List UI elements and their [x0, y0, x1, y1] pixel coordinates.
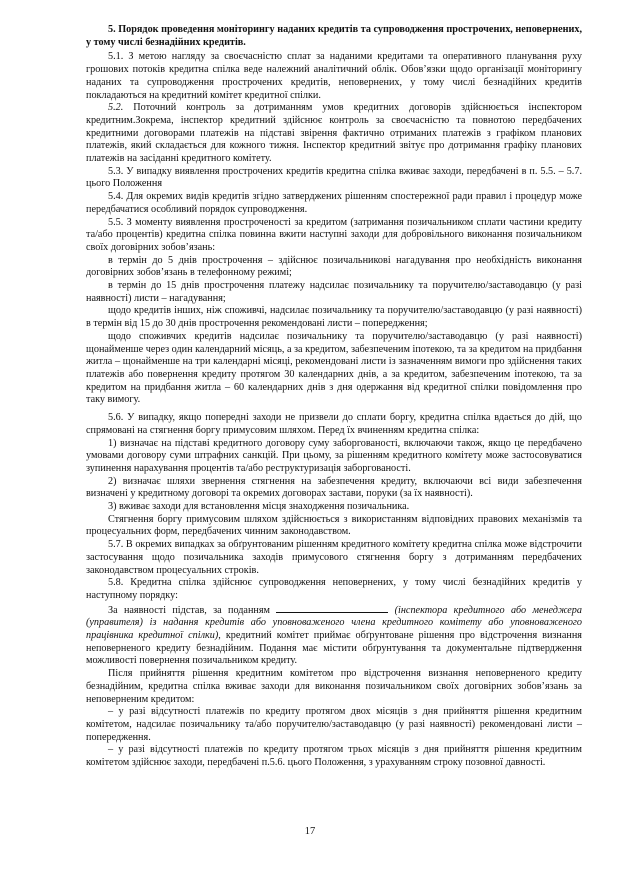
page-number: 17	[304, 826, 316, 837]
paragraph-5-6-item-2: 2) визначає шляхи звернення стягнення на забезпечення кредиту, включаючи всі види забезпечення визначені у кредитному договорі та окремих договорах застави, поруки (за їх наявності).	[86, 475, 582, 500]
paragraph-5-4: 5.4. Для окремих видів кредитів згідно затверджених рішенням спостережної ради правил і процедур може передбачатися особливий порядок супроводження.	[86, 191, 582, 215]
paragraph-5-8-after-decision: Після прийняття рішення кредитним комітетом про відстрочення визнання неповерненого кредиту безнадійним, кредитна спілка вживає заходи для виконання позичальником своїх договірних зобов’язань за неповерненим кредитом:	[86, 668, 582, 705]
paragraph-5-8-two-months: – у разі відсутності платежів по кредиту протягом двох місяців з дня прийняття рішення кредитним комітетом, надсилає позичальнику та/або поручителю/заставодавцю (у разі наявності) рекомендовані листи – попередження.	[86, 706, 582, 743]
paragraph-5-8-three-months: – у разі відсутності платежів по кредиту протягом трьох місяців з дня прийняття рішення кредитним комітетом здійснює заходи, передбачені п.5.6. цього Положення, з урахуванням строку позовної давності.	[86, 744, 582, 769]
submission-lead: За наявності підстав, за поданням	[108, 604, 277, 616]
paragraph-5-6-item-1: 1) визначає на підставі кредитного договору суму заборгованості, включаючи також, якщо це передбачено умовами договору суми штрафних санкцій. При цьому, за рішенням кредитного комітету може застосовуватися зупинення нарахування процентів та/або реструктуризація заборгованості.	[86, 437, 582, 474]
paragraph-5-6: 5.6. У випадку, якщо попередні заходи не призвели до сплати боргу, кредитна спілка вдається до дій, що спрямовані на стягнення боргу примусовим шляхом. Перед їх вчиненням кредитна спілка:	[86, 412, 582, 436]
paragraph-5-2-number: 5.2.	[108, 102, 124, 114]
blank-fill-line	[276, 603, 388, 613]
section-heading: 5. Порядок проведення моніторингу наданих кредитів та супроводження прострочених, неповернених, у тому числі безнадійних кредитів.	[86, 24, 582, 48]
paragraph-5-1: 5.1. З метою нагляду за своєчасністю сплат за наданими кредитами та оперативного планування руху грошових потоків кредитна спілка веде належний аналітичний облік. Обов’язки щодо організації моніторингу наданих та супроводження прострочених кредитів, неповернених, у тому числі безнадійних кредитів покладаються на кредитний комітет кредитної спілки.	[86, 51, 582, 101]
paragraph-5-5-item-b: в термін до 15 днів прострочення платежу надсилає позичальнику та поручителю/заставодавцю (у разі наявності) листи – нагадування;	[86, 280, 582, 304]
paragraph-5-2-text: Поточний контроль за дотриманням умов кредитних договорів здійснюється інспектором кредитним.Зокрема, інспектор кредитний здійснює контроль за своєчасністю та повнотою передбачених кредитними договорами платежів на підставі звірення фактично отриманих платежів з графіком планових платежів, який складається для кожного тижня. Інспектор кредитний звітує про дотримання графіку планових платежів на засіданні кредитного комітету.	[86, 102, 582, 165]
paragraph-5-2	[86, 102, 582, 166]
paragraph-5-5: 5.5. З моменту виявлення простроченості за кредитом (затримання позичальником сплати частини кредиту та/або процентів) кредитна спілка повинна вжити наступні заходи для добровільного виконання позичальником своїх договірних зобов’язань:	[86, 216, 582, 253]
paragraph-5-8-submission	[86, 603, 582, 669]
paragraph-5-5-item-d: щодо споживчих кредитів надсилає позичальнику та поручителю/заставодавцю (у разі наявності) щонайменше через один календарний місяць, а за кредитом, забезпеченим іпотекою, та за кредитом на придбання житла – щонайменше на три календарні місяці, рекомендовані листи із зазначенням вимоги про здійснення таких платежів або повернення кредиту протягом 30 календарних днів, а за кредитом, забезпеченим іпотекою, та за кредитом на придбання житла – 60 календарних днів з дня одержання від кредитної спілки повідомлення про таку вимогу.	[86, 330, 582, 406]
paragraph-5-5-item-a: в термін до 5 днів прострочення – здійснює позичальникові нагадування про необхідність виконання договірних зобов’язань в телефонному режимі;	[86, 254, 582, 279]
paragraph-5-7: 5.7. В окремих випадках за обґрунтованим рішенням кредитного комітету кредитна спілка може відстрочити застосування щодо позичальника заходів примусового стягнення боргу з дотриманням передбачених законодавством процесуальних строків.	[86, 539, 582, 576]
submission-tail: , кредитний комітет приймає обґрунтоване рішення про відстрочення визнання неповерненого кредиту безнадійним. Подання має містити обґрунтування та документальне підтвердження можливості повернення позичальником кредиту.	[86, 630, 582, 667]
paragraph-5-3: 5.3. У випадку виявлення прострочених кредитів кредитна спілка вживає заходи, передбачені в п. 5.5. – 5.7. цього Положення	[86, 165, 582, 190]
submission-italic-note: (інспектора кредитного або менеджера (управителя) із надання кредитів або уповноваженого члена кредитного комітету або уповноваженого працівника кредитної спілки)	[86, 604, 582, 642]
paragraph-5-5-item-c: щодо кредитів інших, ніж споживчі, надсилає позичальнику та поручителю/заставодавцю (у разі наявності) в термін від 15 до 30 днів прострочення рекомендовані листи – попередження;	[86, 305, 582, 330]
paragraph-5-6-enforcement: Стягнення боргу примусовим шляхом здійснюється з використанням відповідних правових механізмів та процесуальних форм, передбачених чинним законодавством.	[86, 513, 582, 538]
paragraph-5-6-item-3: 3) вживає заходи для встановлення місця знаходження позичальника.	[108, 501, 410, 513]
paragraph-5-8: 5.8. Кредитна спілка здійснює супроводження неповернених, у тому числі безнадійних кредитів у наступному порядку:	[86, 577, 582, 601]
